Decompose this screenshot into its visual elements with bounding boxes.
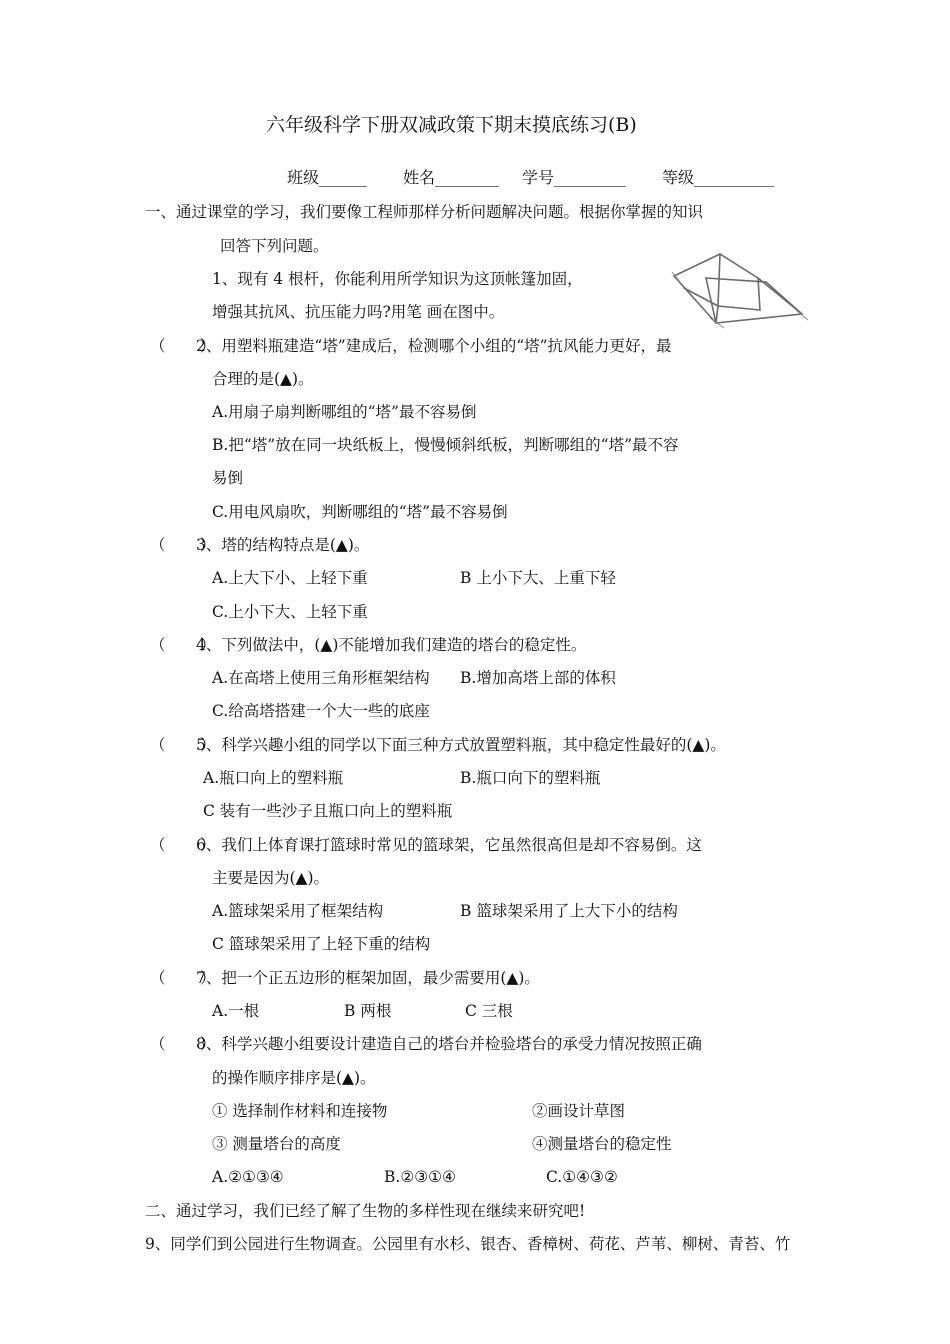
q1-line2: 增强其抗风、抗压能力吗?用笔 画在图中。 <box>212 303 505 321</box>
q7-answer-blank[interactable]: （ ） <box>150 969 216 987</box>
number-field: 学号_________ <box>522 168 627 187</box>
section1-intro-line1: 一、通过课堂的学习，我们要像工程师那样分析问题解决问题。根据你掌握的知识 <box>145 203 704 221</box>
q7-option-c: C 三根 <box>465 1002 513 1020</box>
q2-answer-blank[interactable]: （ ） <box>150 337 216 355</box>
q2-option-a: A.用扇子扇判断哪组的“塔”最不容易倒 <box>212 403 477 421</box>
section1-intro-line2: 回答下列问题。 <box>220 237 329 255</box>
q8-option-b: B.②③①④ <box>384 1168 456 1186</box>
q2-option-b-line1: B.把“塔”放在同一块纸板上，慢慢倾斜纸板，判断哪组的“塔”最不容 <box>212 436 679 454</box>
q6-option-b: B 篮球架采用了上大下小的结构 <box>460 902 678 920</box>
q6-line2: 主要是因为(▲)。 <box>212 869 330 887</box>
q9-line1: 9、同学们到公园进行生物调查。公园里有水杉、银杏、香樟树、荷花、芦苇、柳树、青苔、竹 <box>145 1235 791 1253</box>
section2-intro: 二、通过学习，我们已经了解了生物的多样性现在继续来研究吧! <box>145 1202 586 1220</box>
q2-line1: 2、用塑料瓶建造“塔”建成后，检测哪个小组的“塔”抗风能力更好，最 <box>196 337 672 355</box>
q5-option-b: B.瓶口向下的塑料瓶 <box>460 769 601 787</box>
q3-option-b: B 上小下大、上重下轻 <box>460 569 616 587</box>
q6-line1: 6、我们上体育课打篮球时常见的篮球架，它虽然很高但是却不容易倒。这 <box>196 836 702 854</box>
q8-option-a: A.②①③④ <box>212 1168 284 1186</box>
q3-option-c: C.上小下大、上轻下重 <box>212 603 368 621</box>
q8-answer-blank[interactable]: （ ） <box>150 1035 216 1053</box>
q4-line1: 4、下列做法中，(▲)不能增加我们建造的塔台的稳定性。 <box>196 636 587 654</box>
class-field: 班级______ <box>287 168 368 187</box>
q2-line2: 合理的是(▲)。 <box>212 370 314 388</box>
q5-option-c: C 装有一些沙子且瓶口向上的塑料瓶 <box>203 802 453 820</box>
q8-step-1: ① 选择制作材料和连接物 <box>212 1102 388 1120</box>
q7-option-a: A.一根 <box>212 1002 260 1020</box>
q8-line1: 8、科学兴趣小组要设计建造自己的塔台并检验塔台的承受力情况按照正确 <box>196 1035 702 1053</box>
q5-option-a: A.瓶口向上的塑料瓶 <box>203 769 344 787</box>
q4-option-b: B.增加高塔上部的体积 <box>460 669 616 687</box>
page-title: 六年级科学下册双减政策下期末摸底练习(B) <box>266 114 637 136</box>
q6-answer-blank[interactable]: （ ） <box>150 836 216 854</box>
q4-option-c: C.给高塔搭建一个大一些的底座 <box>212 702 430 720</box>
name-field: 姓名________ <box>403 168 500 187</box>
q2-option-b-line2: 易倒 <box>212 469 244 487</box>
q8-step-4: ④测量塔台的稳定性 <box>532 1135 672 1153</box>
q8-step-2: ②画设计草图 <box>532 1102 626 1120</box>
q8-line2: 的操作顺序排序是(▲)。 <box>212 1069 376 1087</box>
q3-option-a: A.上大下小、上轻下重 <box>212 569 368 587</box>
tent-frame-figure <box>670 248 810 330</box>
q7-line1: 7、把一个正五边形的框架加固，最少需要用(▲)。 <box>196 969 540 987</box>
q6-option-a: A.篮球架采用了框架结构 <box>212 902 384 920</box>
q8-option-c: C.①④③② <box>546 1168 618 1186</box>
q3-line1: 3、塔的结构特点是(▲)。 <box>196 536 370 554</box>
q8-step-3: ③ 测量塔台的高度 <box>212 1135 341 1153</box>
q5-answer-blank[interactable]: （ ） <box>150 736 216 754</box>
q2-option-c: C.用电风扇吹，判断哪组的“塔”最不容易倒 <box>212 503 508 521</box>
q1-line1: 1、现有 4 根杆，你能利用所学知识为这顶帐篷加固， <box>212 270 583 288</box>
q3-answer-blank[interactable]: （ ） <box>150 536 216 554</box>
q4-answer-blank[interactable]: （ ） <box>150 636 216 654</box>
q4-option-a: A.在高塔上使用三角形框架结构 <box>212 669 430 687</box>
q6-option-c: C 篮球架采用了上轻下重的结构 <box>212 935 431 953</box>
grade-field: 等级__________ <box>662 168 775 187</box>
q5-line1: 5、科学兴趣小组的同学以下面三种方式放置塑料瓶，其中稳定性最好的(▲)。 <box>196 736 726 754</box>
q7-option-b: B 两根 <box>344 1002 392 1020</box>
